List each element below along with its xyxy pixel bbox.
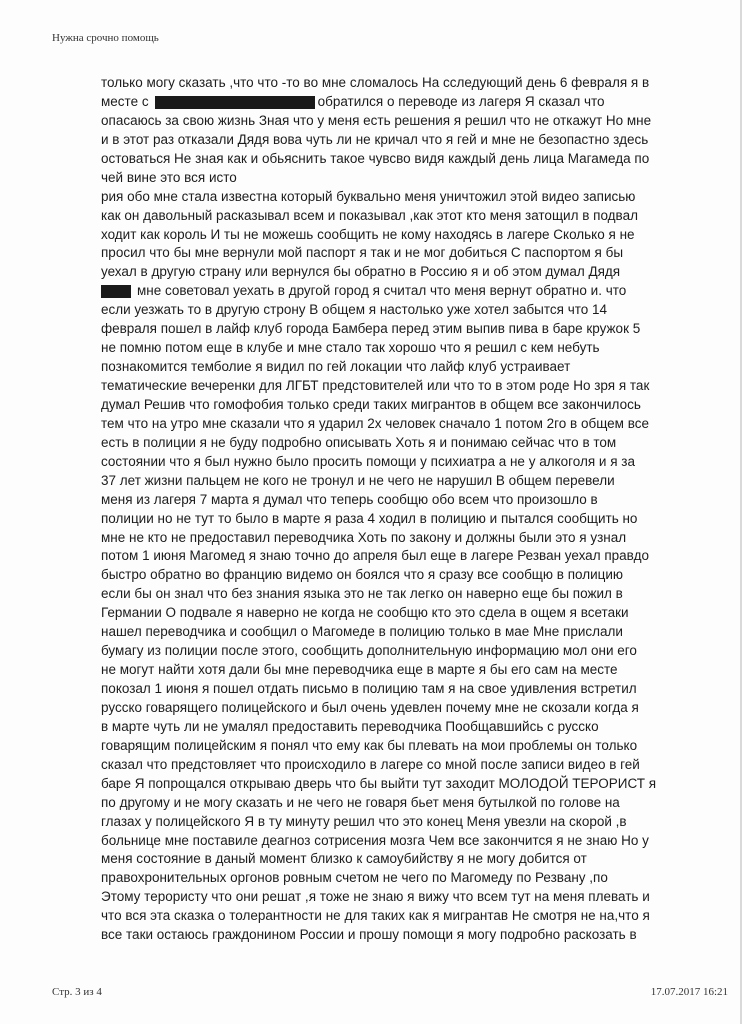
redacted-line-before: месте с <box>101 93 149 109</box>
body-line: февраля пошел в лайф клуб города Бамбера перед этим выпив пива в баре кружок 5 <box>101 321 641 337</box>
body-line: опасаюсь за свою жизнь Зная что у меня есть решения я решил что не откажут Но мне <box>101 112 652 128</box>
body-line: по другому и не могу сказать и не чего не говаря бьет меня бутылкой по голове на <box>101 794 620 810</box>
body-line: есть в полиции я не буду подробно описывать Хоть я и понимаю сейчас что в том <box>101 434 617 450</box>
body-line: русско говарящего полицейского и был очень удевлен почему мне не скозали когда я <box>101 699 639 715</box>
document-header-title: Нужна срочно помощь <box>52 32 159 44</box>
body-line: что вся эта сказка о толерантности не для таких как я мигрантав Не смотря не на,что я <box>101 908 650 924</box>
body-line: не могут найти хотя дали бы мне переводчика еще в марте я бы его сам на месте <box>101 662 618 678</box>
body-line: покозал 1 июня я пошел отдать письмо в полицию там я на свое удивления встретил <box>101 681 637 696</box>
body-line: бумагу из полиции после этого, сообщить дополнительную информацию мол они его <box>101 643 637 659</box>
body-line: не помню потом еще в клубе и мне стало так хорошо что я решил с кем небуть <box>101 340 600 356</box>
body-line: если уезжать то в другую строну В общем я настолько уже хотел забытся что 14 <box>101 302 608 318</box>
body-line: тем что на утро мне сказали что я ударил 2х человек сначало 1 потом 2го в общем все <box>101 415 649 431</box>
body-line: Германии О подвале я наверно не когда не сообщю кто это сдела в ощем я всетаки <box>101 605 629 621</box>
print-timestamp: 17.07.2017 16:21 <box>650 986 728 998</box>
letter-body <box>101 74 681 945</box>
body-line: правохронительных оргонов ровным счетом не чего по Магомеду по Резвану ,по <box>101 870 608 886</box>
body-line: ходит как король И ты не можешь сообщить не кому находясь в лагере Сколько я не <box>101 226 635 242</box>
body-line: чей вине это вся исто <box>101 169 237 185</box>
page-number: Стр. 3 из 4 <box>52 986 102 998</box>
body-line: рия обо мне стала известна который буквально меня уничтожил этой видео записью <box>101 188 636 204</box>
body-line: просил что бы мне вернули мой паспорт я так и не мог добиться С паспортом я бы <box>101 245 624 261</box>
body-line: баре Я попрощался открываю дверь что бы выйти тут заходит МОЛОДОЙ ТЕРОРИСТ я <box>101 775 657 791</box>
body-line: сказал что предстовляет что происходило в лагере со мной после записи видео в гей <box>101 756 640 772</box>
body-line: уехал в другую страну или вернулся бы обратно в Россию я и об этом думал Дядя <box>101 264 621 280</box>
body-line: думал Решив что гомофобия только среди таких мигрантов в общем все закончилось <box>101 396 641 412</box>
body-line: меня состояние в даный момент близко к самоубийству я не могу добится от <box>101 851 587 867</box>
body-line-redacted <box>101 282 681 301</box>
body-line: меня из лагеря 7 марта я думал что теперь сообщю обо всем что произошло в <box>101 491 598 507</box>
redaction-bar <box>101 285 131 298</box>
body-line: говарящим полицейским я понял что ему как бы плевать на мои проблемы он только <box>101 737 638 753</box>
body-line: тематические вечеренки для ЛГБТ предстовителей или что то в этом роде Но зря я так <box>101 378 650 393</box>
redaction-bar <box>155 96 315 109</box>
redacted-line-after: обратился о переводе из лагеря Я сказал что <box>317 93 605 109</box>
body-line: полиции но не тут то было в марте я раза 4 ходил в полицию и пытался сообщить но <box>101 510 638 526</box>
body-line: глазах у полицейского Я в ту минуту решил что это конец Меня увезли на скорой ,в <box>101 813 627 829</box>
body-line: 37 лет жизни пальцем не кого не тронул и не чего не нарушил В общем перевели <box>101 472 615 488</box>
body-line: остоваться Не зная как и обьяснить такое чувсво видя каждый день лица Магамеда по <box>101 150 650 166</box>
body-line: если бы он знал что без знания языка это не так легко он наверно еще бы пожил в <box>101 586 623 602</box>
body-line: состоянии что я был нужно было просить помощи у психиатра а не у алкоголя и я за <box>101 453 635 469</box>
body-line: и в этот раз отказали Дядя вова чуть ли не кричал что я гей и мне не безопастно здесь <box>101 131 649 147</box>
body-line: Этому терористу что они решат ,я тоже не знаю я вижу что всем тут на меня плевать и <box>101 889 650 905</box>
body-line: больнице мне поставиле деагноз сотрисения мозга Чем все закончится я не знаю Но у <box>101 832 649 848</box>
body-line: все таки остаюсь граждонином России и прошу помощи я могу подробно раскозать в <box>101 927 637 943</box>
body-line: потом 1 июня Магомед я знаю точно до апреля был еще в лагере Резван уехал правдо <box>101 548 650 564</box>
body-line: быстро обратно во францию видемо он боялся что я сразу все сообщю в полицию <box>101 567 624 583</box>
body-line: познакомится темболие я видил по гей локации что лайф клуб устраивает <box>101 359 571 375</box>
body-line: как он давольный расказывал всем и показывал ,как этот кто меня затощил в подвал <box>101 207 638 223</box>
redacted-line-after: мне советовал уехать в другой город я считал что меня вернут обратно и. что <box>137 283 627 299</box>
body-line: нашел переводчика и сообщил о Магомеде в полицию только в мае Мне прислали <box>101 624 623 640</box>
body-line: в марте чуть ли не умалял предоставить переводчика Пообщавшийсь с русско <box>101 718 599 734</box>
body-line-redacted <box>101 93 681 112</box>
body-line: только могу сказать ,что что -то во мне сломалось На сследующий день 6 февраля я в <box>101 75 650 90</box>
body-line: мне не кто не предоставил переводчика Хоть по закону и должны были это я узнал <box>101 529 627 545</box>
